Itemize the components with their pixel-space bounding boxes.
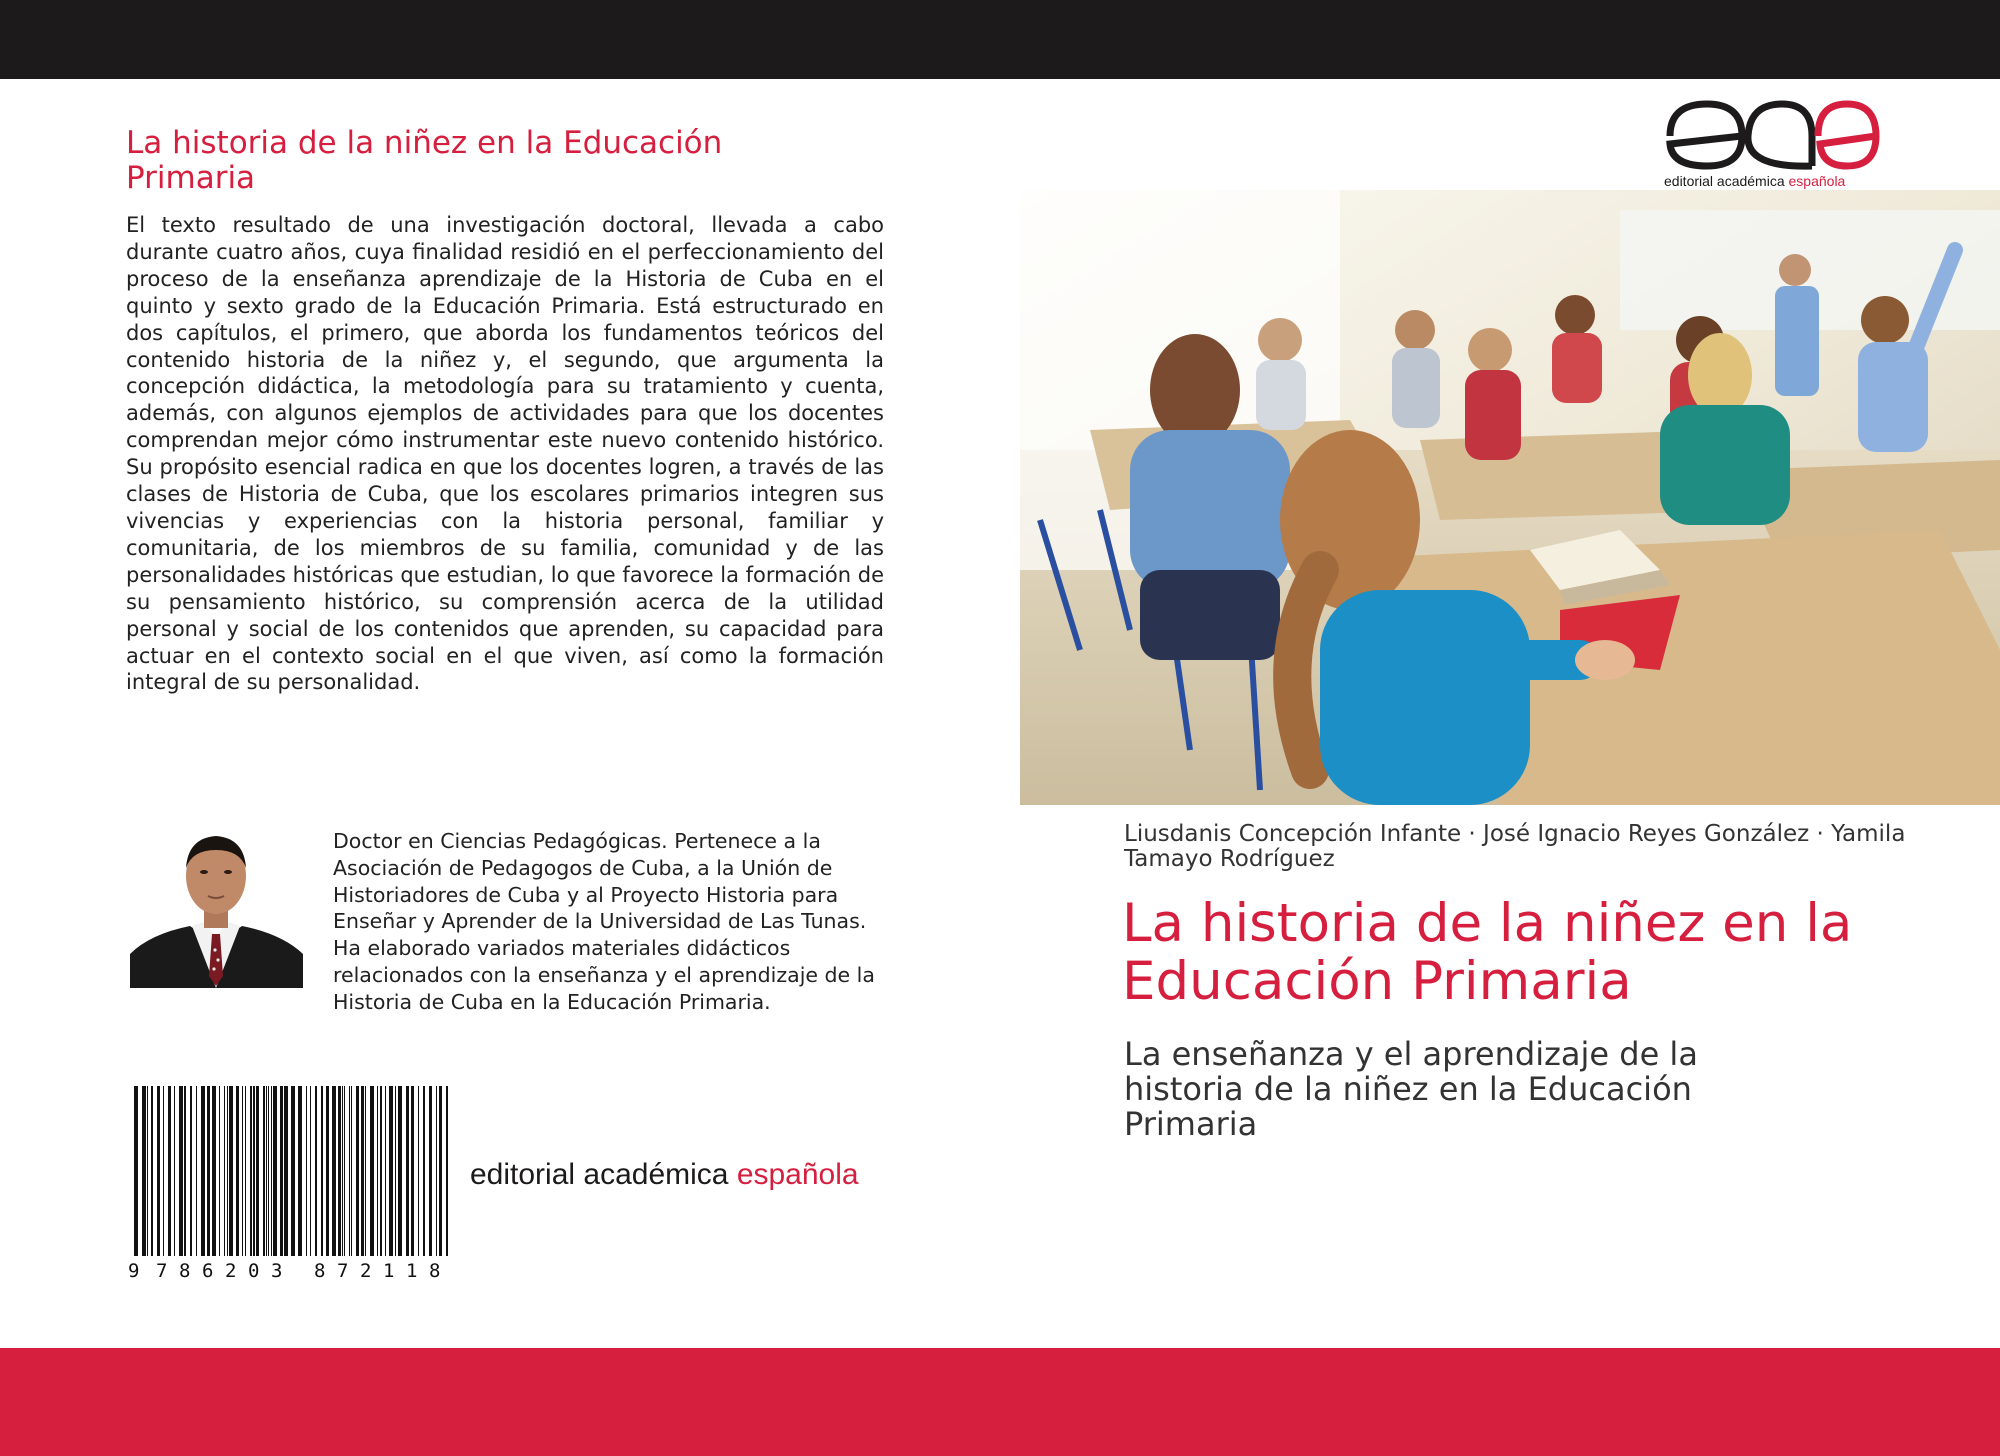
barcode-bar [326, 1086, 329, 1256]
barcode-bar [157, 1086, 160, 1256]
barcode-bar [385, 1086, 386, 1256]
book-blurb: El texto resultado de una investigación doctoral, llevada a cabo durante cuatro años, cuya finalidad residió en el perfeccionamiento del proceso de la enseñanza aprendizaje de la Historia de Cuba en el quinto y sexto grado de la Educación Primaria. Está estructurado en dos capítulos, el primero, que aborda los fundamentos teóricos del contenido historia de la niñez y, el segundo, que argumenta la concepción didáctica, la metodología para su tratamiento y cuenta, además, con algunos ejemplos de actividades para que los docentes comprendan mejor cómo instrumentar este nuevo contenido histórico. Su propósito esencial radica en que los docentes logren, a través de las clases de Historia de Cuba, que los escolares primarios integren sus vivencias y experiencias con la historia personal, familiar y comunitaria, de los miembros de su familia, comunidad y de las personalidades históricas que estudian, lo que favorece la formación de su pensamiento histórico, su comprensión acerca de la utilidad personal y social de los contenidos que aprenden, su capacidad para actuar en el contexto social en el que viven, así como la formación integral de su personalidad. [126, 213, 884, 695]
barcode-bar [315, 1086, 317, 1256]
barcode-bar [423, 1086, 425, 1256]
barcode-bar [377, 1086, 378, 1256]
barcode-bar [349, 1086, 350, 1256]
barcode-digit: 7 [337, 1260, 349, 1281]
logo-caption-main: editorial académica [1664, 173, 1789, 189]
barcode-bar [429, 1086, 432, 1256]
barcode-bar [395, 1086, 396, 1256]
barcode-bar [219, 1086, 220, 1256]
barcode-bar [406, 1086, 409, 1256]
publisher-wordmark [470, 1158, 859, 1192]
barcode-bar [273, 1086, 277, 1256]
barcode-bar [236, 1086, 239, 1256]
barcode-bar [196, 1086, 197, 1256]
barcode-digit: 8 [429, 1260, 441, 1281]
isbn-barcode [126, 1086, 456, 1281]
barcode-bar [224, 1086, 225, 1256]
barcode-bar [190, 1086, 192, 1256]
svg-text:editorial académica española [1664, 173, 1846, 189]
barcode-bar [174, 1086, 175, 1256]
barcode-bar [142, 1086, 146, 1256]
barcode-bar [398, 1086, 402, 1256]
barcode-bar [201, 1086, 205, 1256]
barcode-digit: 1 [406, 1260, 418, 1281]
barcode-bar [370, 1086, 374, 1256]
barcode-digit: 8 [314, 1260, 326, 1281]
publisher-name-main: editorial académica [470, 1158, 737, 1191]
barcode-bar [229, 1086, 233, 1256]
barcode-bar [263, 1086, 265, 1256]
barcode-bar [134, 1086, 138, 1256]
barcode-bar [168, 1086, 171, 1256]
barcode-digit: 6 [202, 1260, 214, 1281]
barcode-bar [242, 1086, 243, 1256]
barcode-bar [365, 1086, 366, 1256]
barcode-bar [250, 1086, 252, 1256]
barcode-bar [253, 1086, 255, 1256]
barcode-bar [245, 1086, 246, 1256]
barcode-bar [380, 1086, 382, 1256]
barcode-digit: 8 [179, 1260, 191, 1281]
publisher-logo [1662, 96, 1884, 190]
barcode-bar [256, 1086, 259, 1256]
barcode-digit: 1 [383, 1260, 395, 1281]
barcode-bar [271, 1086, 272, 1256]
top-bar [0, 0, 2000, 79]
logo-caption-accent: española [1788, 173, 1846, 189]
barcode-digit: 2 [360, 1260, 372, 1281]
publisher-name-accent: española [736, 1158, 859, 1191]
barcode-bar [268, 1086, 269, 1256]
book-authors: Liusdanis Concepción Infante · José Ignacio Reyes González · Yamila Tamayo Rodríguez [1124, 821, 1906, 872]
barcode-bar [342, 1086, 343, 1256]
book-subtitle: La enseñanza y el aprendizaje de la historia de la niñez en la Educación Primaria [1124, 1035, 1698, 1143]
barcode-bar [207, 1086, 210, 1256]
barcode-bar [227, 1086, 228, 1256]
barcode-bar [418, 1086, 419, 1256]
barcode-bar [280, 1086, 283, 1256]
barcode-digit: 3 [271, 1260, 283, 1281]
barcode-digit: 0 [248, 1260, 260, 1281]
barcode-bar [291, 1086, 295, 1256]
cover-photo-classroom [1020, 190, 2000, 805]
front-cover-title: La historia de la niñez en la Educación Primaria [1122, 893, 1853, 1012]
barcode-bar [332, 1086, 336, 1256]
author-photo [130, 826, 303, 988]
back-cover-title: La historia de la niñez en la Educación Primaria [126, 125, 723, 196]
barcode-bar [439, 1086, 442, 1256]
barcode-bar [344, 1086, 345, 1256]
barcode-bar [184, 1086, 186, 1256]
barcode-bar [310, 1086, 311, 1256]
barcode-bar [356, 1086, 359, 1256]
barcode-bar [284, 1086, 288, 1256]
barcode-bar [321, 1086, 323, 1256]
barcode-bar [163, 1086, 164, 1256]
barcode-bar [411, 1086, 414, 1256]
barcode-digit: 9 [128, 1260, 140, 1281]
barcode-bar [266, 1086, 267, 1256]
barcode-bar [298, 1086, 302, 1256]
barcode-bar [147, 1086, 148, 1256]
barcode-bar [306, 1086, 307, 1256]
barcode-bar [151, 1086, 153, 1256]
barcode-bar [179, 1086, 183, 1256]
barcode-bar [389, 1086, 393, 1256]
barcode-bar [446, 1086, 448, 1256]
barcode-bar [436, 1086, 437, 1256]
barcode-bar [212, 1086, 216, 1256]
barcode-bar [338, 1086, 341, 1256]
barcode-bar [361, 1086, 364, 1256]
author-bio: Doctor en Ciencias Pedagógicas. Pertenece a la Asociación de Pedagogos de Cuba, a la Unión de Historiadores de Cuba y al Proyecto Historia para Enseñar y Aprender de la Universidad de Las Tunas. Ha elaborado variados materiales didácticos relacionados con la enseñanza y el aprendizaje de la Historia de Cuba en la Educación Primaria. [333, 829, 875, 1014]
barcode-bar [351, 1086, 352, 1256]
bottom-bar [0, 1348, 2000, 1456]
barcode-digit: 7 [156, 1260, 168, 1281]
barcode-digit: 2 [225, 1260, 237, 1281]
